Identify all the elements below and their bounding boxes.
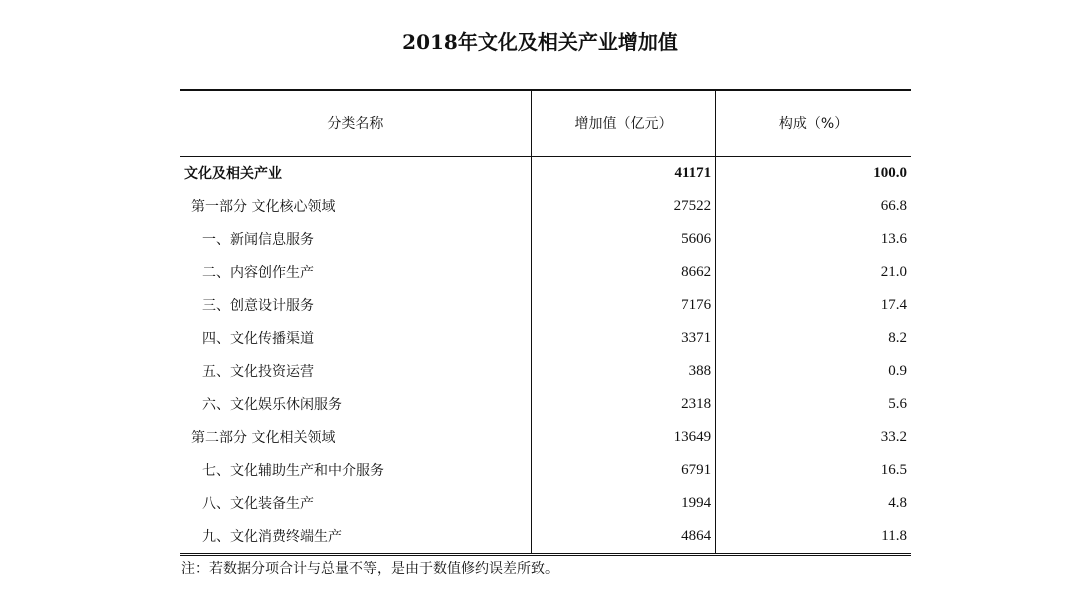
share-cell: 11.8: [716, 520, 911, 555]
category-name: 文化及相关产业: [184, 166, 282, 182]
table-row: [180, 355, 911, 388]
share-cell: 33.2: [716, 421, 911, 454]
value-cell: 2318: [531, 388, 715, 421]
value-cell: 3371: [531, 322, 715, 355]
share-cell: 5.6: [716, 388, 911, 421]
share-cell: 100.0: [716, 156, 911, 190]
category-name: 七、文化辅助生产和中介服务: [202, 463, 384, 479]
table-row: [180, 256, 911, 289]
share-cell: 8.2: [716, 322, 911, 355]
share-cell: 21.0: [716, 256, 911, 289]
value-cell: 5606: [531, 223, 715, 256]
share-cell: 16.5: [716, 454, 911, 487]
value-cell: 7176: [531, 289, 715, 322]
table-row: [180, 289, 911, 322]
value-cell: 6791: [531, 454, 715, 487]
share-cell: 0.9: [716, 355, 911, 388]
value-cell: 27522: [531, 190, 715, 223]
table-row: [180, 388, 911, 421]
value-cell: 8662: [531, 256, 715, 289]
table-row: [180, 322, 911, 355]
category-name: 三、创意设计服务: [202, 298, 314, 314]
footnote: 注：若数据分项合计与总量不等，是由于数值修约误差所致。: [181, 561, 559, 577]
value-cell: 41171: [531, 156, 715, 190]
category-name: 一、新闻信息服务: [202, 232, 314, 248]
category-name: 五、文化投资运营: [202, 364, 314, 380]
share-cell: 66.8: [716, 190, 911, 223]
table-row: [180, 454, 911, 487]
category-name: 四、文化传播渠道: [202, 331, 314, 347]
category-name: 六、文化娱乐休闲服务: [202, 397, 342, 413]
page-title: 2018年文化及相关产业增加值: [402, 30, 678, 54]
share-cell: 17.4: [716, 289, 911, 322]
table-row: [180, 421, 911, 454]
value-cell: 388: [531, 355, 715, 388]
table-row: [180, 520, 911, 555]
header-row: [180, 90, 911, 156]
header-category: 分类名称: [327, 116, 384, 133]
category-name: 第一部分 文化核心领域: [191, 199, 336, 215]
table-row: [180, 156, 911, 190]
data-table: [180, 89, 911, 556]
value-cell: 13649: [531, 421, 715, 454]
table-row: [180, 487, 911, 520]
category-name: 九、文化消费终端生产: [202, 529, 342, 545]
table-row: [180, 223, 911, 256]
header-value: 增加值（亿元）: [531, 90, 715, 156]
category-name: 第二部分 文化相关领域: [191, 430, 336, 446]
category-name: 八、文化装备生产: [202, 496, 314, 512]
value-cell: 4864: [531, 520, 715, 555]
value-cell: 1994: [531, 487, 715, 520]
header-share: 构成（%）: [716, 90, 911, 156]
share-cell: 13.6: [716, 223, 911, 256]
table-row: [180, 190, 911, 223]
share-cell: 4.8: [716, 487, 911, 520]
category-name: 二、内容创作生产: [202, 265, 314, 281]
